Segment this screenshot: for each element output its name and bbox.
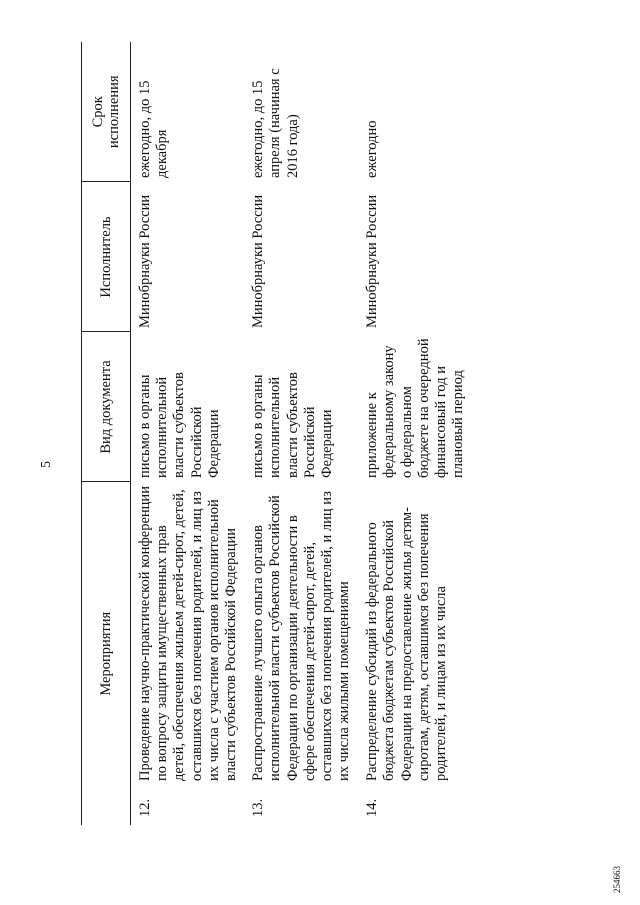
row-deadline: ежегодно, до 15 апреля (начиная с 2016 года)	[250, 68, 301, 178]
row-activity: Проведение научно-практической конференции по вопросу защиты имущественных прав детей, обеспечения жильем детей-сирот, детей, оставшихся без попечения родителей, и лиц из их числа с участием органов исполнительной власти субъектов Российской Федерации	[137, 486, 240, 781]
row-executor: Минобрнауки России	[364, 194, 381, 328]
row-deadline: ежегодно	[364, 120, 381, 178]
header-deadline	[82, 42, 131, 182]
page-number: 5	[39, 461, 54, 468]
row-executor: Минобрнауки России	[137, 194, 153, 328]
table-header-row	[82, 42, 131, 825]
row-number: 13.	[250, 798, 267, 817]
header-activities: Мероприятия	[82, 482, 131, 825]
row-deadline: ежегодно, до 15 декабря	[137, 80, 171, 178]
row-number: 12.	[137, 798, 153, 817]
header-deadline-line2: исполнения	[106, 75, 122, 149]
row-executor: Минобрнауки России	[250, 194, 267, 328]
table-row	[131, 42, 245, 825]
row-doc-type: приложение к федеральному закону о федеральном бюджете на очередной финансовый год и плановый период	[364, 338, 467, 478]
measures-table	[81, 42, 488, 825]
row-activity: Распространение лучшего опыта органов исполнительной власти субъектов Российской Федерации по организации деятельности в сфере обеспечения детей-сирот, детей, оставшихся без попечения родителей, и лиц из их числа жилыми помещениями	[250, 491, 353, 781]
header-executor: Исполнитель	[82, 182, 131, 332]
table-row	[244, 42, 358, 825]
header-doc-type: Вид документа	[82, 332, 131, 482]
header-deadline-line1: Срок	[90, 96, 106, 128]
row-doc-type: письмо в органы исполнительной власти субъектов Российской Федерации	[250, 372, 336, 478]
row-number: 14.	[364, 798, 381, 817]
table-row	[358, 42, 488, 825]
document-id: 254663	[612, 866, 622, 893]
row-doc-type: письмо в органы исполнительной власти субъектов Российской Федерации	[137, 372, 222, 478]
row-activity: Распределение субсидий из федерального бюджета бюджетам субъектов Российской Федерации на предоставление жилья детям-сиротам, детям, оставшимся без попечения родителей, и лицам из их числа	[364, 506, 450, 781]
